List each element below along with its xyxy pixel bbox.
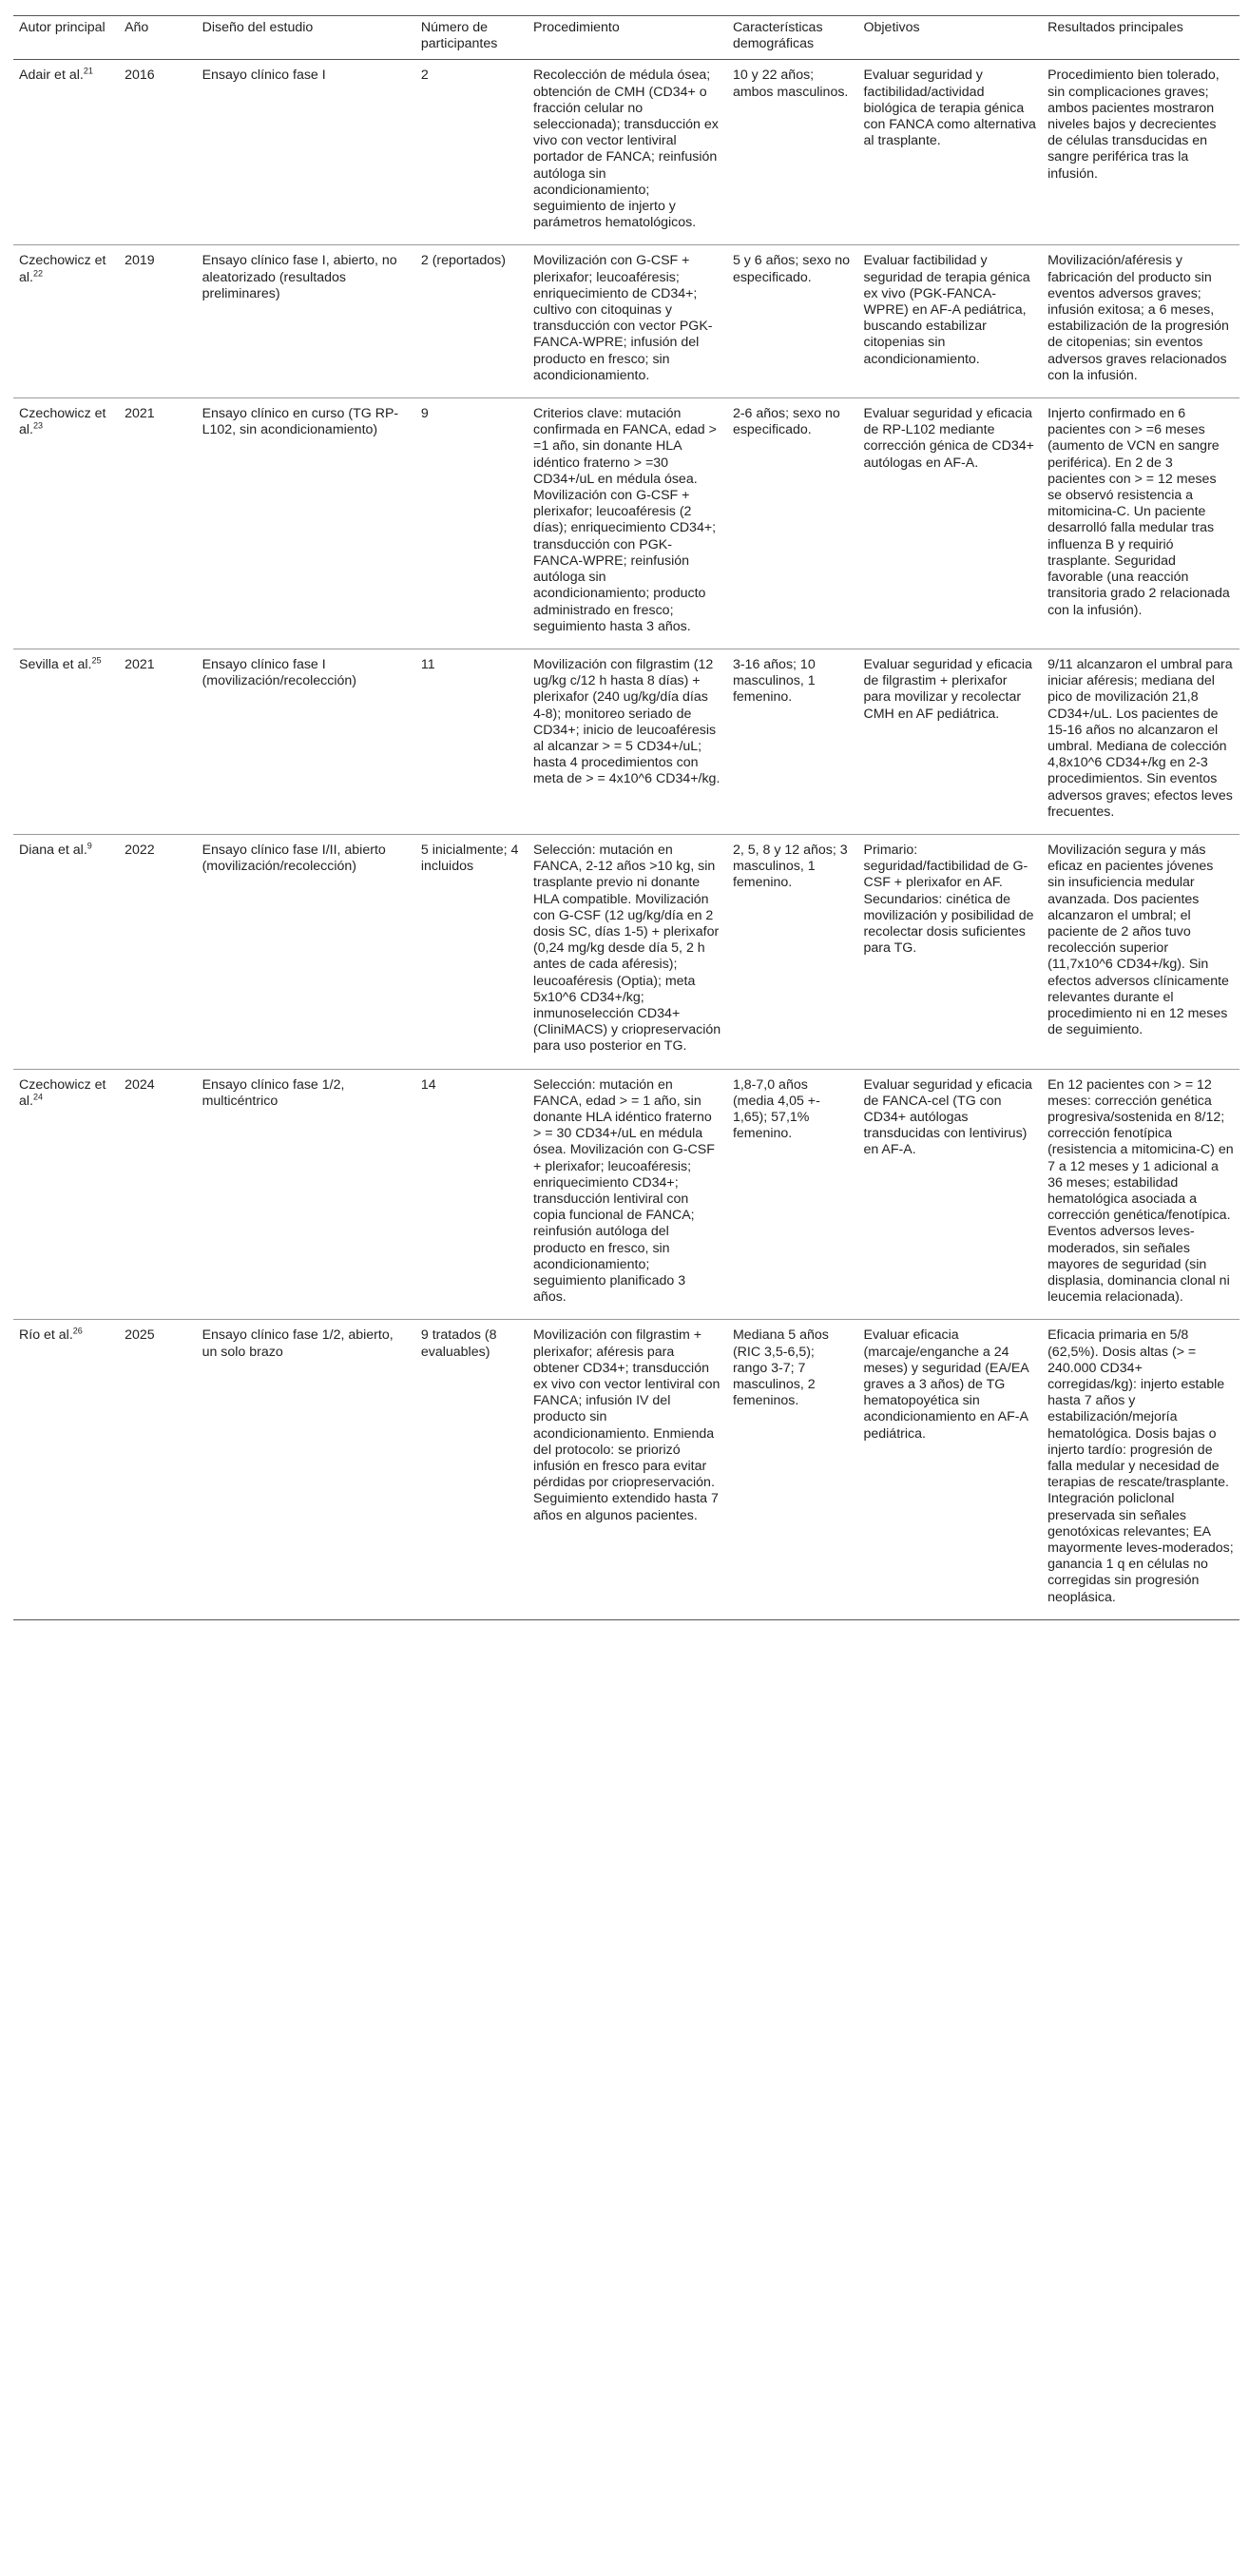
cell-year: 2021: [119, 649, 197, 834]
cell-objectives: Evaluar factibilidad y seguridad de terapia génica ex vivo (PGK-FANCA-WPRE) en AF-A pediátrica, buscando estabilizar citopenias sin acondicionamiento.: [857, 245, 1042, 398]
reference-number: 25: [91, 655, 102, 666]
reference-number: 24: [32, 1092, 43, 1102]
cell-design: Ensayo clínico fase 1/2, multicéntrico: [197, 1069, 415, 1320]
cell-author: [13, 398, 119, 649]
table-row: [13, 1320, 1239, 1619]
cell-procedure: Movilización con filgrastim (12 ug/kg c/12 h hasta 8 días) + plerixafor (240 ug/kg/día días 4-8); monitoreo seriado de CD34+; inicio de leucoaféresis al alcanzar > = 5 CD34+/uL; hasta 4 procedimientos con meta de > = 4x10^6 CD34+/kg.: [528, 649, 727, 834]
cell-demographics: 1,8-7,0 años (media 4,05 +- 1,65); 57,1% femenino.: [727, 1069, 858, 1320]
cell-design: Ensayo clínico en curso (TG RP-L102, sin acondicionamiento): [197, 398, 415, 649]
cell-author: [13, 649, 119, 834]
header-design: Diseño del estudio: [197, 16, 415, 60]
cell-objectives: Evaluar seguridad y eficacia de filgrastim + plerixafor para movilizar y recolectar CMH en AF pediátrica.: [857, 649, 1042, 834]
cell-results: En 12 pacientes con > = 12 meses: corrección genética progresiva/sostenida en 8/12; corrección fenotípica (resistencia a mitomicina-C) en 7 a 12 meses y 1 adicional a 36 meses; estabilidad hematológica asociada a corrección genética/fenotípica. Eventos adversos leves-moderados, sin señales mayores de seguridad (sin displasia, dominancia clonal ni leucemia relacionada).: [1042, 1069, 1239, 1320]
header-procedure: Procedimiento: [528, 16, 727, 60]
header-author: Autor principal: [13, 16, 119, 60]
table-row: [13, 60, 1239, 245]
cell-author: [13, 1320, 119, 1619]
cell-design: Ensayo clínico fase I/II, abierto (movilización/recolección): [197, 834, 415, 1069]
studies-table-container: [13, 15, 1239, 1620]
header-objectives: Objetivos: [857, 16, 1042, 60]
reference-number: 23: [32, 420, 43, 431]
cell-results: 9/11 alcanzaron el umbral para iniciar aféresis; mediana del pico de movilización 21,8 CD34+/uL. Los pacientes de 15-16 años no alcanzaron el umbral. Mediana de colección 4,8x10^6 CD34+/kg en 2-3 procedimientos. Sin eventos adversos graves; efectos leves frecuentes.: [1042, 649, 1239, 834]
cell-results: Injerto confirmado en 6 pacientes con > =6 meses (aumento de VCN en sangre periférica). En 2 de 3 pacientes con > = 12 meses se observó resistencia a mitomicina-C. Un paciente desarrolló falla medular tras influenza B y requirió trasplante. Seguridad favorable (una reacción transitoria grado 2 relacionada con la infusión).: [1042, 398, 1239, 649]
studies-table: [13, 15, 1239, 1620]
cell-demographics: 10 y 22 años; ambos masculinos.: [732, 68, 849, 100]
cell-demographics: 5 y 6 años; sexo no especificado.: [727, 245, 858, 398]
reference-number: 21: [83, 66, 93, 76]
table-row: [13, 398, 1239, 649]
author-name: Czechowicz et al.: [19, 406, 106, 438]
cell-year: 2016: [125, 68, 155, 84]
table-row: [13, 649, 1239, 834]
table-row: [13, 1069, 1239, 1320]
cell-participants: 11: [415, 649, 528, 834]
author-name: Czechowicz et al.: [19, 1076, 106, 1109]
cell-design: Ensayo clínico fase I: [202, 68, 326, 84]
author-name: Río et al.: [19, 1327, 73, 1344]
author-name: Czechowicz et al.: [19, 253, 106, 285]
cell-design: Ensayo clínico fase I (movilización/recolección): [197, 649, 415, 834]
cell-design: Ensayo clínico fase 1/2, abierto, un solo brazo: [197, 1320, 415, 1619]
cell-procedure: Recolección de médula ósea; obtención de CMH (CD34+ o fracción celular no seleccionada); transducción ex vivo con vector lentiviral portador de FANCA; reinfusión autóloga sin acondicionamiento; seguimiento de injerto y parámetros hematológicos.: [533, 68, 719, 231]
cell-demographics: 3-16 años; 10 masculinos, 1 femenino.: [727, 649, 858, 834]
header-year: Año: [119, 16, 197, 60]
cell-results: Eficacia primaria en 5/8 (62,5%). Dosis altas (> = 240.000 CD34+ corregidas/kg): injerto estable hasta 7 años y estabilización/mejoría hematológica. Dosis bajas o injerto tardío: progresión de falla medular y necesidad de terapias de rescate/trasplante. Integración policlonal preservada sin señales genotóxicas relevantes; EA mayormente leves-moderados; ganancia 1 q en células no corregidas sin progresión neoplásica.: [1042, 1320, 1239, 1619]
cell-year: 2024: [119, 1069, 197, 1320]
cell-author: [13, 245, 119, 398]
cell-participants: 5 inicialmente; 4 incluidos: [415, 834, 528, 1069]
cell-year: 2021: [119, 398, 197, 649]
cell-procedure: Movilización con G-CSF + plerixafor; leucoaféresis; enriquecimiento de CD34+; cultivo con citoquinas y transducción con vector PGK-FANCA-WPRE; infusión del producto en fresco; sin acondicionamiento.: [528, 245, 727, 398]
cell-author: [13, 1069, 119, 1320]
reference-number: 26: [72, 1326, 83, 1336]
cell-year: 2022: [119, 834, 197, 1069]
cell-participants: 14: [415, 1069, 528, 1320]
cell-year: 2019: [119, 245, 197, 398]
author-name: Adair et al.: [19, 68, 84, 84]
header-demographics: Características demográficas: [727, 16, 858, 60]
table-body: [13, 60, 1239, 1619]
cell-procedure: Movilización con filgrastim + plerixafor; aféresis para obtener CD34+; transducción ex vivo con vector lentiviral con FANCA; infusión IV del producto sin acondicionamiento. Enmienda del protocolo: se priorizó infusión en fresco para evitar pérdidas por criopreservación. Seguimiento extendido hasta 7 años en algunos pacientes.: [528, 1320, 727, 1619]
header-results: Resultados principales: [1042, 16, 1239, 60]
cell-design: Ensayo clínico fase I, abierto, no aleatorizado (resultados preliminares): [197, 245, 415, 398]
cell-author: [13, 60, 119, 245]
reference-number: 22: [32, 267, 43, 278]
cell-results: Movilización/aféresis y fabricación del producto sin eventos adversos graves; infusión exitosa; a 6 meses, estabilización de la progresión de citopenias; sin eventos adversos graves relacionados con la infusión.: [1042, 245, 1239, 398]
cell-author: [13, 834, 119, 1069]
cell-objectives: Evaluar seguridad y factibilidad/actividad biológica de terapia génica con FANCA como alternativa al trasplante.: [863, 68, 1036, 149]
cell-procedure: Selección: mutación en FANCA, 2-12 años >10 kg, sin trasplante previo ni donante HLA compatible. Movilización con G-CSF (12 ug/kg/día en 2 dosis SC, días 1-5) + plerixafor (0,24 mg/kg desde día 5, 2 h antes de cada aféresis); leucoaféresis (Optia); meta 5x10^6 CD34+/kg; inmunoselección CD34+ (CliniMACS) y criopreservación para uso posterior en TG.: [528, 834, 727, 1069]
cell-demographics: 2, 5, 8 y 12 años; 3 masculinos, 1 femenino.: [727, 834, 858, 1069]
table-header: [13, 16, 1239, 60]
cell-demographics: Mediana 5 años (RIC 3,5-6,5); rango 3-7; 7 masculinos, 2 femeninos.: [727, 1320, 858, 1619]
cell-results: Movilización segura y más eficaz en pacientes jóvenes sin insuficiencia medular avanzada. Dos pacientes alcanzaron el umbral; el paciente de 2 años tuvo recolección superior (11,7x10^6 CD34+/kg). Sin efectos adversos clínicamente relevantes durante el procedimiento ni en 12 meses de seguimiento.: [1042, 834, 1239, 1069]
cell-objectives: Evaluar seguridad y eficacia de RP-L102 mediante corrección génica de CD34+ autólogas en AF-A.: [857, 398, 1042, 649]
cell-procedure: Selección: mutación en FANCA, edad > = 1 año, sin donante HLA idéntico fraterno > = 30 CD34+/uL en médula ósea. Movilización con G-CSF + plerixafor; leucoaféresis; enriquecimiento CD34+; transducción lentiviral con copia funcional de FANCA; reinfusión autóloga del producto en fresco, sin acondicionamiento; seguimiento planificado 3 años.: [528, 1069, 727, 1320]
cell-year: 2025: [119, 1320, 197, 1619]
table-row: [13, 245, 1239, 398]
cell-results: Procedimiento bien tolerado, sin complicaciones graves; ambos pacientes mostraron niveles bajos y decrecientes de células transducidas en sangre periférica tras la infusión.: [1047, 68, 1220, 182]
cell-objectives: Evaluar seguridad y eficacia de FANCA-cel (TG con CD34+ autólogas transducidas con lentivirus) en AF-A.: [857, 1069, 1042, 1320]
cell-demographics: 2-6 años; sexo no especificado.: [727, 398, 858, 649]
cell-participants: 9: [415, 398, 528, 649]
cell-objectives: Primario: seguridad/factibilidad de G-CSF + plerixafor en AF. Secundarios: cinética de movilización y posibilidad de recolectar dosis suficientes para TG.: [857, 834, 1042, 1069]
cell-procedure: Criterios clave: mutación confirmada en FANCA, edad > =1 año, sin donante HLA idéntico fraterno > =30 CD34+/uL en médula ósea. Movilización con G-CSF + plerixafor; leucoaféresis (2 días); enriquecimiento CD34+; transducción con PGK-FANCA-WPRE; reinfusión autóloga sin acondicionamiento; producto administrado en fresco; seguimiento hasta 3 años.: [528, 398, 727, 649]
cell-participants: 2 (reportados): [415, 245, 528, 398]
author-name: Diana et al.: [19, 842, 87, 858]
cell-participants: 2: [420, 68, 429, 84]
cell-participants: 9 tratados (8 evaluables): [415, 1320, 528, 1619]
cell-objectives: Evaluar eficacia (marcaje/enganche a 24 meses) y seguridad (EA/EA graves a 3 años) de TG hematopoyética sin acondicionamiento en AF-A pediátrica.: [857, 1320, 1042, 1619]
author-name: Sevilla et al.: [19, 656, 92, 672]
reference-number: 9: [86, 841, 92, 851]
table-row: [13, 834, 1239, 1069]
header-participants: Número de participantes: [415, 16, 528, 60]
header-row: [13, 16, 1239, 60]
